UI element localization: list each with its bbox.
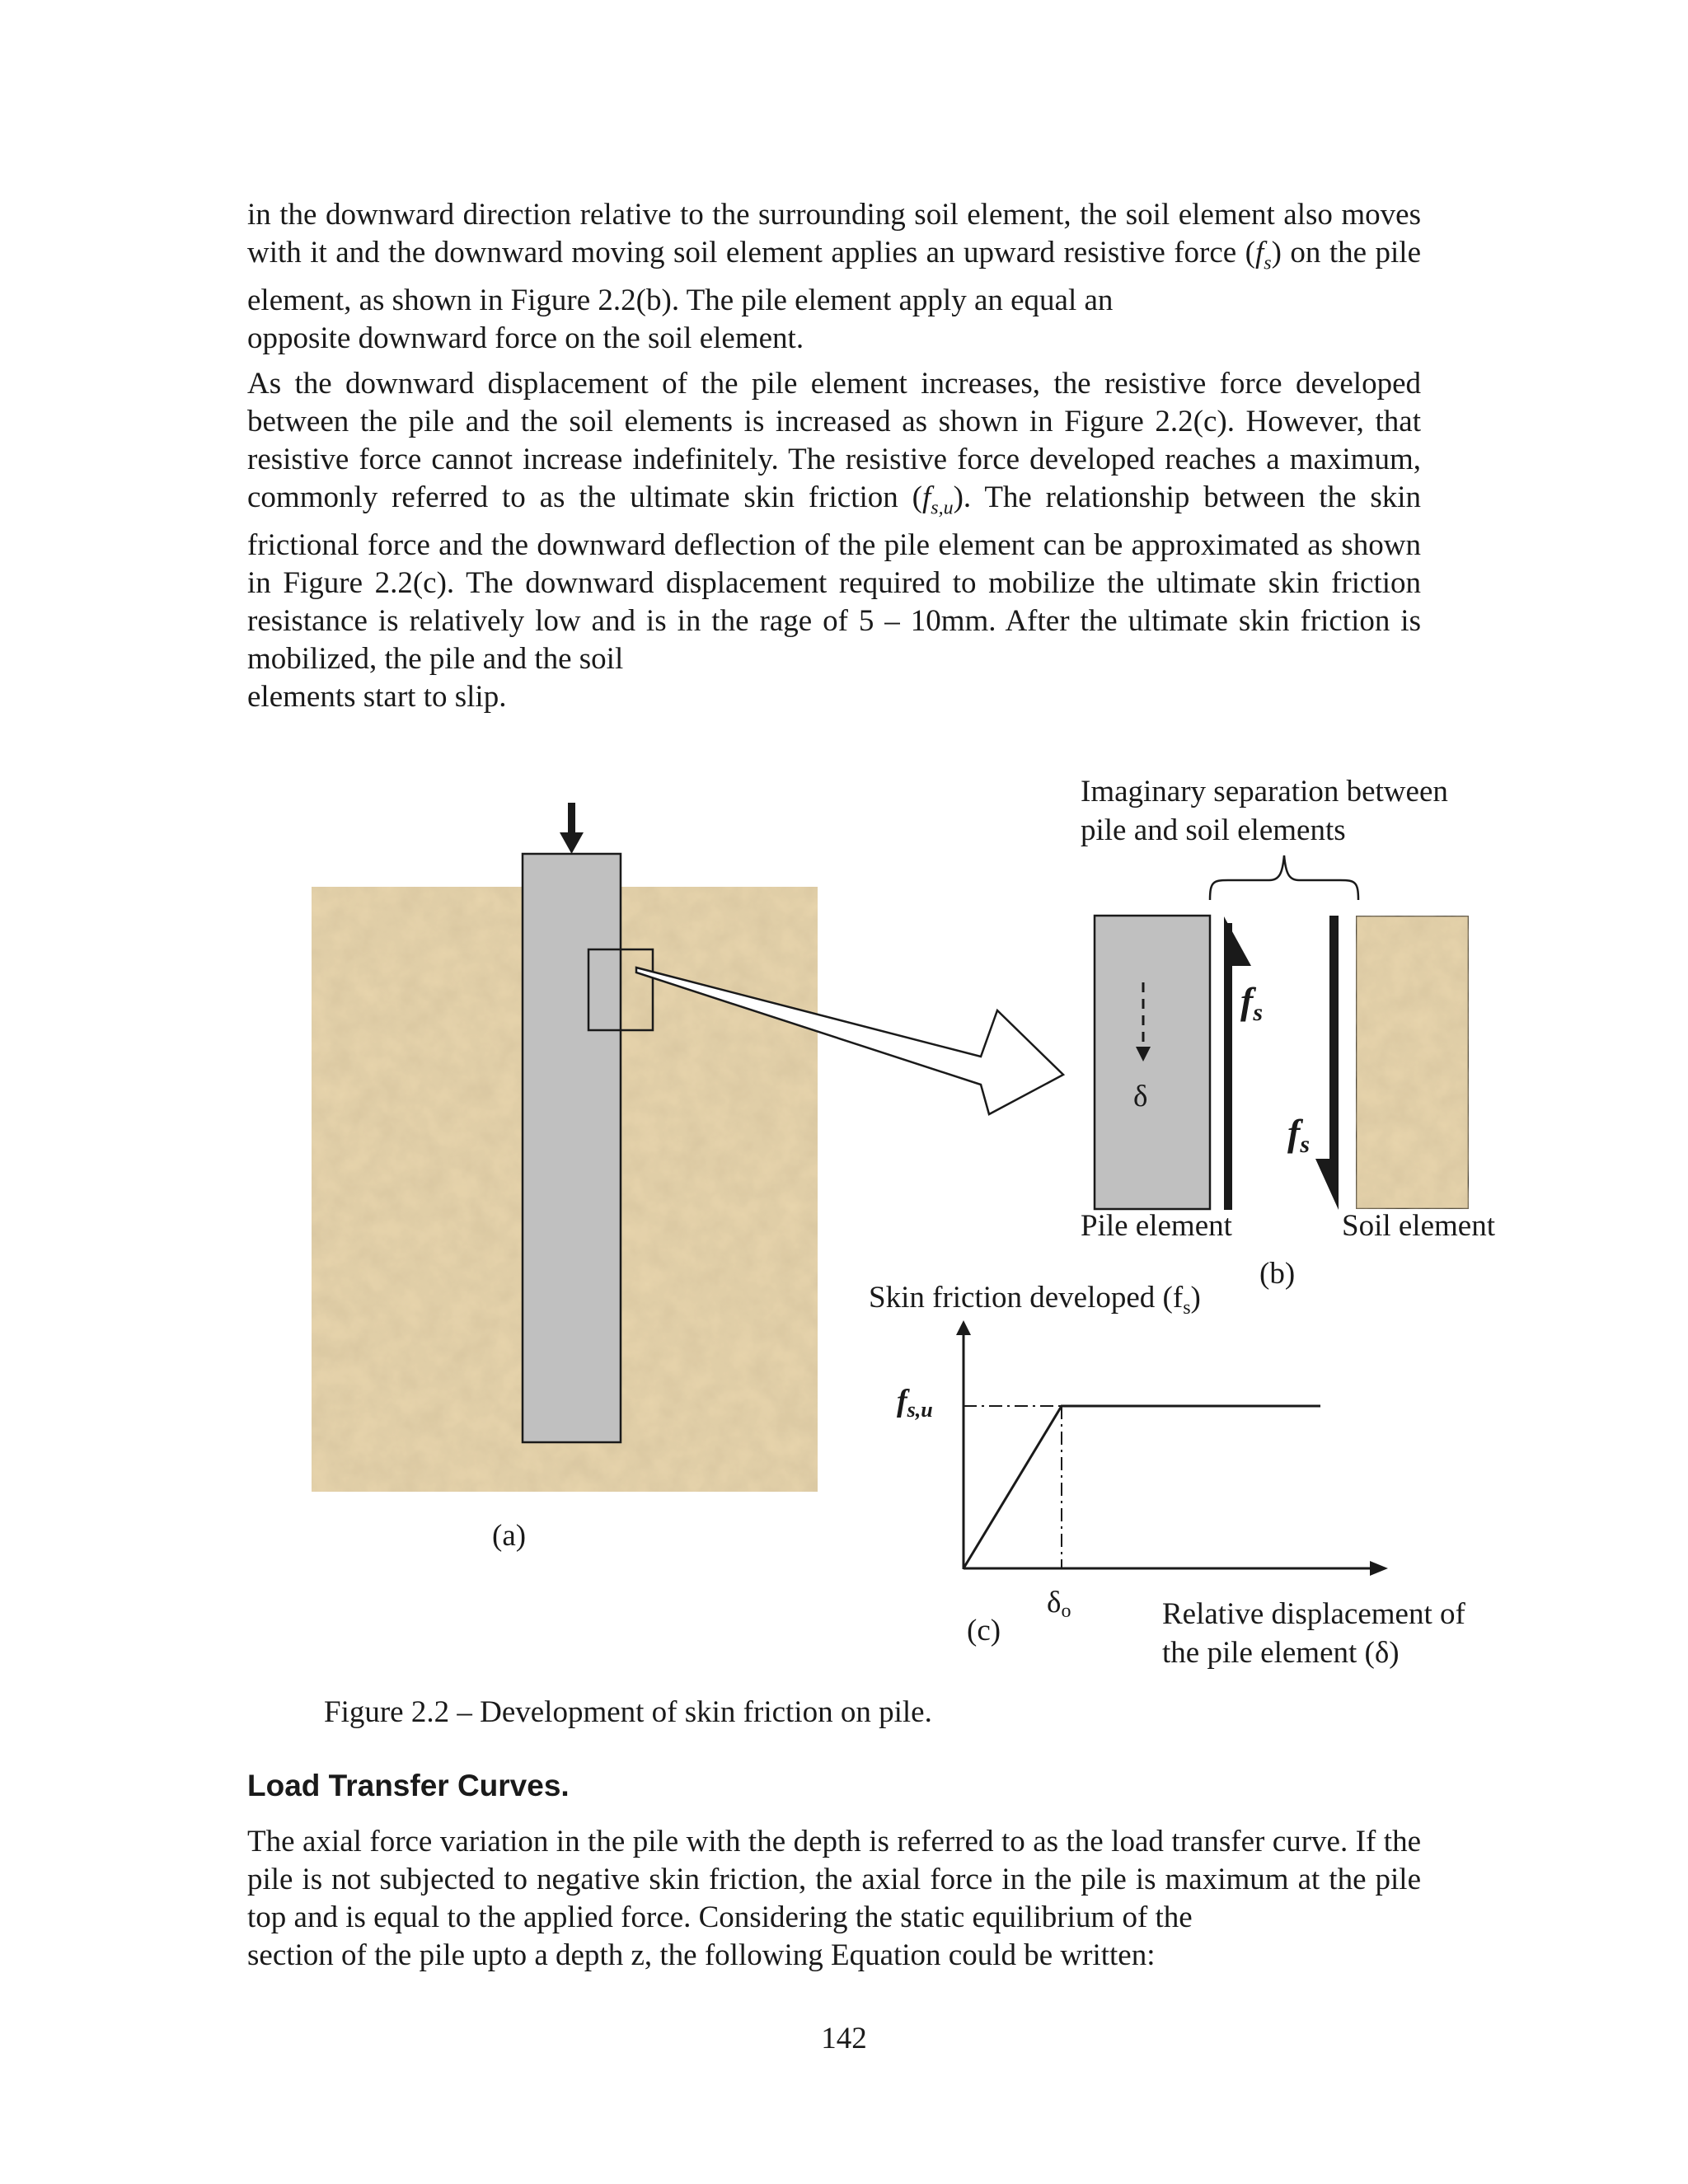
paragraph-3: The axial force variation in the pile with the depth is referred to as the load transfer curve. If the pile is not subjected to negative skin friction, the axial force in the pile is maximum at the pile top and is equal to the applied force. Considering the static equilibrium of the section of the pile upto a depth z, the following Equation could be written:: [247, 1825, 1421, 1972]
fsu-label: fs,u: [897, 1384, 933, 1422]
pile: [523, 854, 621, 1442]
soil-element-label: Soil element: [1342, 1209, 1495, 1243]
page-number: 142: [821, 2022, 867, 2055]
skin-friction-figure: [0, 775, 1688, 1690]
soil-element: [1356, 916, 1469, 1209]
delta-o-label: δo: [1047, 1586, 1071, 1622]
y-axis-label: Skin friction developed $(f_s)$: [869, 1281, 1201, 1319]
separation-label-line2: pile and soil elements: [1081, 813, 1346, 847]
label-b: (b): [1259, 1257, 1296, 1291]
pile-element-label: Pile element: [1081, 1209, 1232, 1243]
label-c: (c): [967, 1614, 1001, 1647]
label-a: (a): [492, 1519, 527, 1553]
load-arrow: [560, 803, 584, 854]
x-axis-arrowhead: [1370, 1561, 1388, 1576]
separation-brace: [1210, 855, 1358, 900]
paragraph-1: in the downward direction relative to the surrounding soil element, the soil element also moves with it and the downward moving soil element applies an upward resistive force $(f_s)$ on the pile element, as shown in Figure 2.2(b). The pile element apply an equal an opposite downward force on the soil element.: [247, 198, 1421, 356]
upward-fs-label: fs: [1240, 980, 1264, 1026]
downward-force-bar: [1329, 916, 1339, 1163]
downward-fs-label: fs: [1287, 1112, 1311, 1158]
friction-curve: [964, 1406, 1320, 1568]
upward-force-bar: [1224, 923, 1232, 1210]
x-axis-label-line2: the pile element (δ): [1162, 1636, 1400, 1670]
upward-force-arrowhead: [1224, 916, 1251, 966]
delta-label: δ: [1133, 1080, 1148, 1113]
downward-force-arrowhead: [1315, 1159, 1339, 1210]
paragraph-2: As the downward displacement of the pile element increases, the resistive force developed between the pile and the soil elements is increased as shown in Figure 2.2(c). However, that resistive force cannot increase indefinitely. The resistive force developed reaches a maximum, commonly referred to as the ultimate skin friction $(f_{s,u})$. The relationship between the skin frictional force and the downward deflection of the pile element can be approximated as shown in Figure 2.2(c). The downward displacement required to mobilize the ultimate skin friction resistance is relatively low and is in the rage of 5 – 10mm. After the ultimate skin friction is mobilized, the pile and the soil elements start to slip.: [247, 367, 1422, 715]
pile-element: [1095, 916, 1210, 1209]
figure-caption: Figure 2.2 – Development of skin friction on pile.: [324, 1695, 932, 1729]
x-axis-label-line1: Relative displacement of: [1162, 1597, 1465, 1631]
y-axis-arrowhead: [956, 1320, 971, 1335]
separation-label-line1: Imaginary separation between: [1081, 775, 1448, 808]
section-heading: Load Transfer Curves.: [247, 1769, 570, 1802]
